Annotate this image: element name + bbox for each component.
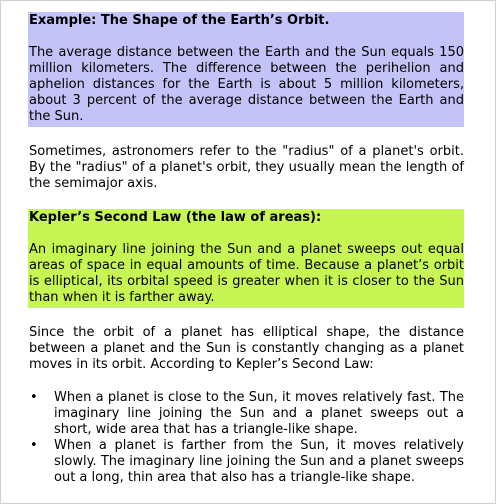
example-heading: Example: The Shape of the Earth’s Orbit. (29, 13, 330, 28)
bullet-icon: • (30, 390, 38, 405)
list-item (29, 390, 464, 438)
list-item-text: When a planet is close to the Sun, it moves relatively fast. The imaginary line joining the Sun and a planet sweeps out a short, wide area that has a triangle-like shape. (54, 390, 464, 437)
example-body: The average distance between the Earth and the Sun equals 150 million kilometers. The difference between the perihelion and aphelion distances for the Earth is about 5 million kilometers, about 3 percent of the average distance between the Earth and the Sun. (29, 45, 464, 124)
list-item-text: When a planet is farther from the Sun, it moves relatively slowly. The imaginary line joining the Sun and a planet sweeps out a long, thin area that also has a triangle-like shape. (54, 438, 464, 485)
kepler-box (28, 209, 464, 308)
elliptical-paragraph: Since the orbit of a planet has elliptical shape, the distance between a planet and the Sun is constantly changing as a planet moves in its orbit. According to Kepler’s Second Law: (29, 325, 464, 372)
bullet-list (29, 390, 464, 486)
bullet-icon: • (30, 438, 38, 453)
example-box (28, 12, 464, 127)
list-item (29, 438, 464, 486)
kepler-body: An imaginary line joining the Sun and a planet sweeps out equal areas of space in equal amounts of time. Because a planet’s orbit is elliptical, its orbital speed is greater when it is closer to the Sun than when it is farther away. (29, 242, 464, 305)
kepler-heading: Kepler’s Second Law (the law of areas): (29, 210, 322, 225)
radius-paragraph: Sometimes, astronomers refer to the "radius" of a planet's orbit. By the "radius" of a planet's orbit, they usually mean the length of the semimajor axis. (29, 144, 464, 191)
document-content (29, 12, 464, 486)
